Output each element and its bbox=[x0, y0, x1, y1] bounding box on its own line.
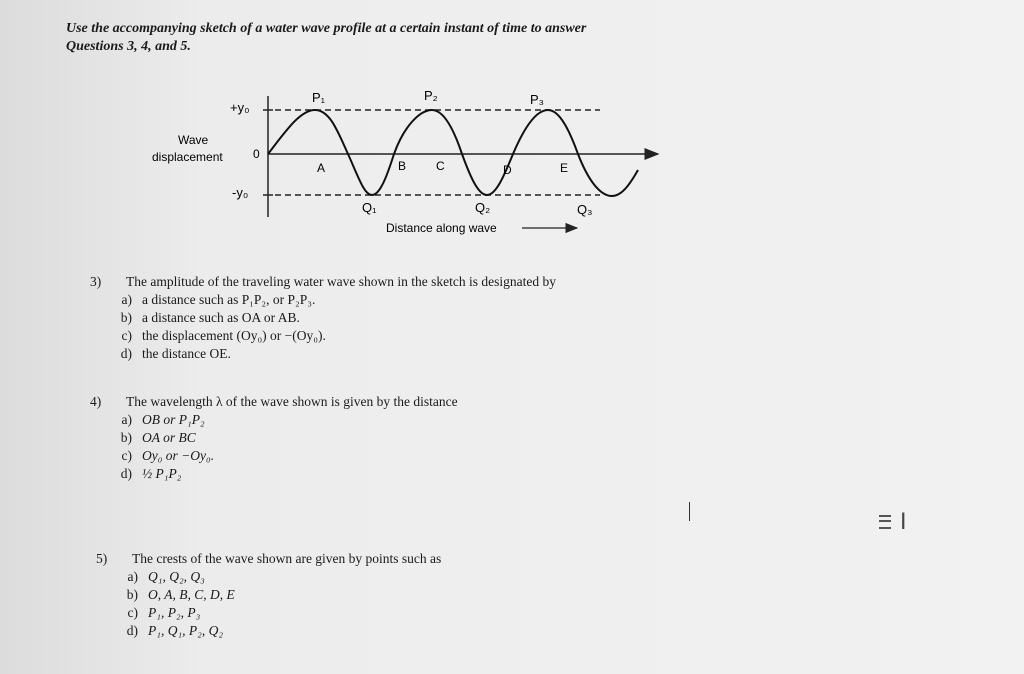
zero-label: 0 bbox=[253, 147, 260, 161]
distance-axis-label: Distance along wave bbox=[386, 221, 497, 235]
question-5 bbox=[96, 549, 696, 659]
e-label: E bbox=[560, 161, 569, 175]
option-letter: a) bbox=[121, 292, 132, 307]
question-stem: The wavelength λ of the wave shown is given by the distance bbox=[126, 394, 458, 409]
c-label: C bbox=[436, 159, 445, 173]
question-number: 5) bbox=[96, 551, 108, 566]
option-letter: c) bbox=[127, 605, 138, 620]
option-letter: c) bbox=[121, 448, 132, 463]
q2-label: Q₂ bbox=[475, 200, 491, 215]
option-letter: b) bbox=[120, 310, 132, 325]
option-text: P₁, P₂, P₃ bbox=[148, 605, 201, 620]
option-letter: a) bbox=[127, 569, 138, 584]
instructions-line-2: Questions 3, 4, and 5. bbox=[66, 39, 191, 54]
text-format-icon bbox=[879, 515, 891, 529]
option-text: OB or P₁P₂ bbox=[142, 412, 205, 427]
option-text: O, A, B, C, D, E bbox=[148, 587, 235, 602]
option-text: P₁, Q₁, P₂, Q₂ bbox=[148, 623, 224, 638]
a-label: A bbox=[317, 161, 326, 175]
p1-label: P₁ bbox=[312, 90, 326, 105]
q3-label: Q₃ bbox=[577, 202, 593, 217]
option-text: a distance such as OA or AB. bbox=[142, 310, 300, 325]
plus-y0-label: +y₀ bbox=[230, 100, 250, 115]
option-text: a distance such as P₁P₂, or P₂P₃. bbox=[142, 292, 316, 307]
option-letter: a) bbox=[121, 412, 132, 427]
question-stem: The amplitude of the traveling water wave shown in the sketch is designated by bbox=[126, 274, 557, 289]
ibeam-cursor-icon: I bbox=[900, 510, 907, 535]
q1-label: Q₁ bbox=[362, 200, 377, 215]
option-letter: d) bbox=[126, 623, 138, 638]
p2-label: P₂ bbox=[424, 88, 438, 103]
wave-profile bbox=[268, 110, 638, 196]
wave-axis-label: Wave bbox=[178, 133, 209, 147]
option-letter: d) bbox=[120, 346, 132, 361]
b-label: B bbox=[398, 159, 407, 173]
displacement-axis-label: displacement bbox=[152, 150, 223, 164]
option-letter: b) bbox=[126, 587, 138, 602]
option-letter: d) bbox=[120, 466, 132, 481]
question-3 bbox=[90, 272, 690, 382]
question-stem: The crests of the wave shown are given by points such as bbox=[132, 551, 442, 566]
question-4 bbox=[90, 392, 690, 502]
question-number: 3) bbox=[90, 274, 102, 289]
option-text: the displacement (Oy₀) or −(Oy₀). bbox=[142, 328, 326, 343]
option-text: Oy₀ or −Oy₀. bbox=[142, 448, 215, 463]
d-label: D bbox=[503, 163, 512, 177]
option-letter: b) bbox=[120, 430, 132, 445]
option-text: OA or BC bbox=[142, 430, 196, 445]
text-caret bbox=[689, 502, 690, 521]
question-number: 4) bbox=[90, 394, 102, 409]
minus-y0-label: -y₀ bbox=[232, 185, 249, 200]
option-text: Q₁, Q₂, Q₃ bbox=[148, 569, 205, 584]
option-letter: c) bbox=[121, 328, 132, 343]
option-text: ½ P₁P₂ bbox=[142, 466, 182, 481]
instructions-line-1: Use the accompanying sketch of a water wave profile at a certain instant of time to answer bbox=[66, 21, 587, 36]
p3-label: P₃ bbox=[530, 92, 544, 107]
option-text: the distance OE. bbox=[142, 346, 231, 361]
